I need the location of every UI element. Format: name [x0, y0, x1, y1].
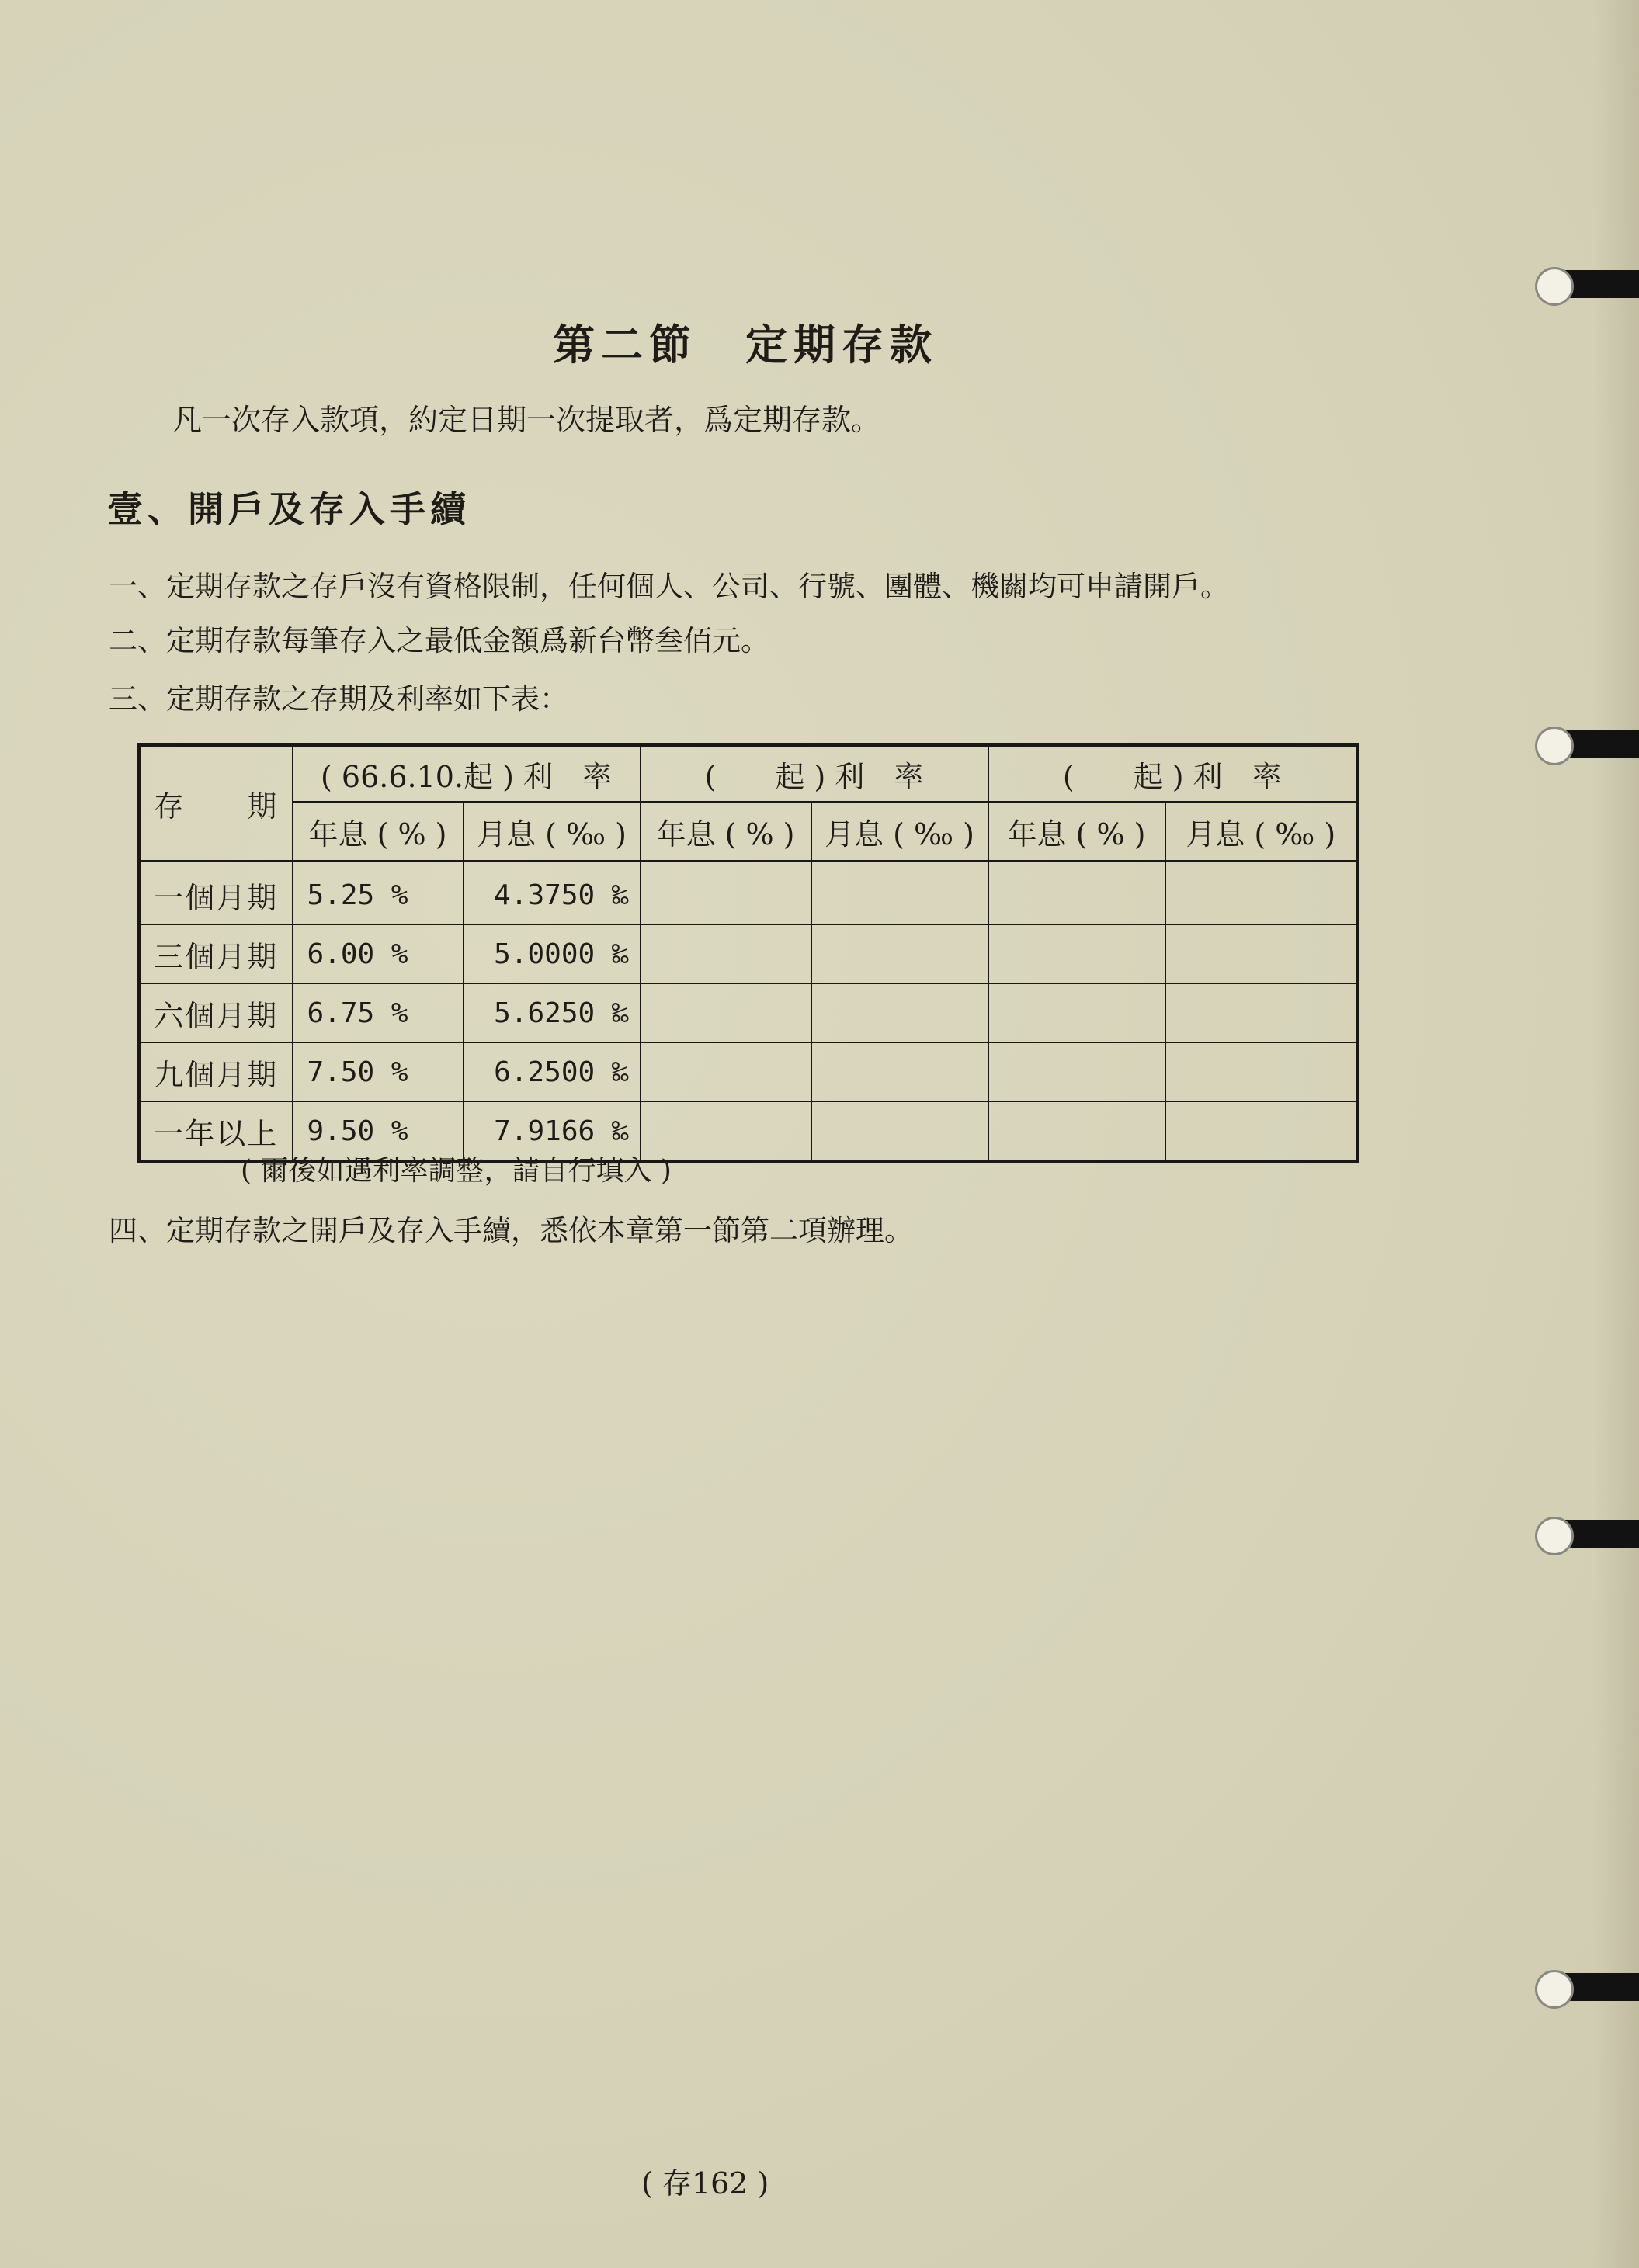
annual-rate-cell: 9.50 %: [293, 1101, 464, 1162]
table-row: [139, 983, 1358, 1042]
rate-group-header-3: ( 起 ) 利 率: [988, 745, 1358, 803]
monthly-rate-cell: 7.9166 ‰: [464, 1101, 641, 1162]
empty-cell: [1165, 983, 1358, 1042]
item-3: 三、定期存款之存期及利率如下表：: [109, 682, 568, 716]
empty-cell: [641, 861, 811, 924]
monthly-rate-cell: 6.2500 ‰: [464, 1042, 641, 1101]
monthly-rate-header: 月息 ( ‰ ): [1165, 802, 1358, 861]
table-note: ( 爾後如遇利率調整，請自行填入 ): [241, 1155, 672, 1187]
subsection-heading: 壹、開戶及存入手續: [107, 488, 471, 530]
empty-cell: [988, 861, 1165, 924]
rate-group-header-2: ( 起 ) 利 率: [641, 745, 988, 803]
item-1: 一、定期存款之存戶沒有資格限制，任何個人、公司、行號、團體、機關均可申請開戶。: [109, 570, 1229, 603]
binding-string: [1546, 1520, 1639, 1548]
monthly-rate-header: 月息 ( ‰ ): [464, 802, 641, 861]
monthly-rate-cell: 5.0000 ‰: [464, 924, 641, 983]
interest-rate-table: [137, 743, 1359, 1163]
paper-edge-shadow: [1592, 0, 1639, 2268]
section-title: 第二節 定期存款: [553, 320, 938, 369]
empty-cell: [641, 924, 811, 983]
term-cell: 六個月期: [139, 983, 293, 1042]
binding-string: [1546, 730, 1639, 758]
rate-group-header-1: ( 66.6.10.起 ) 利 率: [293, 745, 641, 803]
empty-cell: [988, 983, 1165, 1042]
intro-text: 凡一次存入款項，約定日期一次提取者，爲定期存款。: [172, 403, 881, 437]
empty-cell: [1165, 861, 1358, 924]
empty-cell: [988, 1042, 1165, 1101]
table-row: [139, 861, 1358, 924]
empty-cell: [641, 983, 811, 1042]
annual-rate-cell: 7.50 %: [293, 1042, 464, 1101]
item-4: 四、定期存款之開戶及存入手續，悉依本章第一節第二項辦理。: [109, 1214, 913, 1247]
monthly-rate-cell: 4.3750 ‰: [464, 861, 641, 924]
annual-rate-header: 年息 ( % ): [988, 802, 1165, 861]
empty-cell: [1165, 1101, 1358, 1162]
empty-cell: [641, 1042, 811, 1101]
empty-cell: [811, 983, 988, 1042]
term-header: 存 期: [139, 745, 293, 862]
empty-cell: [988, 924, 1165, 983]
term-cell: 一年以上: [139, 1101, 293, 1162]
monthly-rate-cell: 5.6250 ‰: [464, 983, 641, 1042]
annual-rate-cell: 5.25 %: [293, 861, 464, 924]
empty-cell: [811, 861, 988, 924]
term-cell: 一個月期: [139, 861, 293, 924]
term-cell: 三個月期: [139, 924, 293, 983]
annual-rate-cell: 6.75 %: [293, 983, 464, 1042]
term-cell: 九個月期: [139, 1042, 293, 1101]
table-row: [139, 924, 1358, 983]
binding-string: [1546, 1973, 1639, 2001]
table-row: [139, 1042, 1358, 1101]
binding-string: [1546, 270, 1639, 298]
empty-cell: [811, 924, 988, 983]
empty-cell: [988, 1101, 1165, 1162]
annual-rate-header: 年息 ( % ): [293, 802, 464, 861]
empty-cell: [1165, 1042, 1358, 1101]
monthly-rate-header: 月息 ( ‰ ): [811, 802, 988, 861]
item-2: 二、定期存款每筆存入之最低金額爲新台幣叁佰元。: [109, 624, 769, 657]
annual-rate-cell: 6.00 %: [293, 924, 464, 983]
page-number: ( 存162 ): [641, 2166, 769, 2200]
annual-rate-header: 年息 ( % ): [641, 802, 811, 861]
empty-cell: [811, 1101, 988, 1162]
empty-cell: [1165, 924, 1358, 983]
empty-cell: [811, 1042, 988, 1101]
